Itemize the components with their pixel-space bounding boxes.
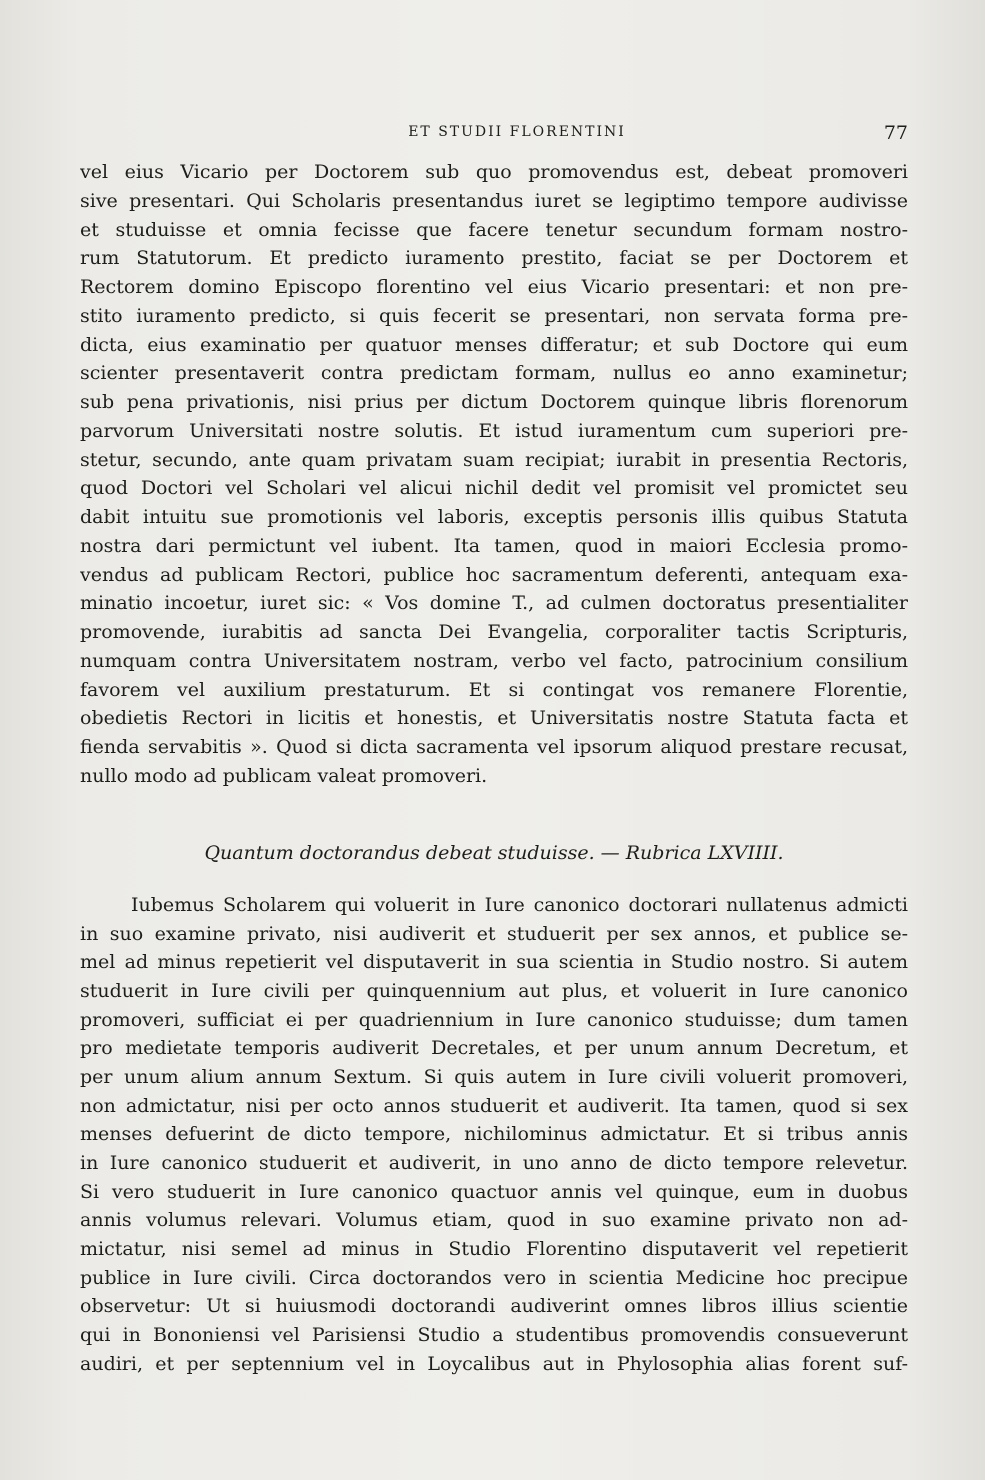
text-line: non admictatur, nisi per octo annos studuerit et audiverit. Ita tamen, quod si sex [80,1095,908,1117]
text-line: audiri, et per septennium vel in Loycalibus aut in Phylosophia alias forent suf- [80,1353,908,1375]
text-line: vendus ad publicam Rectori, publice hoc sacramentum deferenti, antequam exa- [80,564,908,586]
text-line: dicta, eius examinatio per quatuor menses differatur; et sub Doctore qui eum [80,334,908,356]
text-line: et studuisse et omnia fecisse que facere tenetur secundum formam nostro- [80,219,908,241]
text-line: observetur: Ut si huiusmodi doctorandi audiverint omnes libros illius scientie [80,1295,908,1317]
text-line: fienda servabitis ». Quod si dicta sacramenta vel ipsorum aliquod prestare recusat, [80,736,908,758]
text-line: nostra dari permictunt vel iubent. Ita tamen, quod in maiori Ecclesia promo- [80,535,908,557]
text-line: publice in Iure civili. Circa doctorandos vero in scientia Medicine hoc precipue [80,1267,908,1289]
text-line: obedietis Rectori in licitis et honestis, et Universitatis nostre Statuta facta et [80,707,908,729]
text-line: promoveri, sufficiat ei per quadriennium in Iure canonico studuisse; dum tamen [80,1009,908,1031]
text-line: mel ad minus repetierit vel disputaverit in sua scientia in Studio nostro. Si autem [80,951,908,973]
text-line: in suo examine privato, nisi audiverit et studuerit per sex annos, et publice se- [80,923,908,945]
text-line: numquam contra Universitatem nostram, verbo vel facto, patrocinium consilium [80,650,908,672]
text-line: sive presentari. Qui Scholaris presentandus iuret se legiptimo tempore audivisse [80,190,908,212]
text-line: stito iuramento predicto, si quis fecerit se presentari, non servata forma pre- [80,305,908,327]
text-line: promovende, iurabitis ad sancta Dei Evangelia, corporaliter tactis Scripturis, [80,621,908,643]
rubric-heading: Quantum doctorandus debeat studuisse. — Rubrica LXVIIII. [204,842,784,864]
text-line: rum Statutorum. Et predicto iuramento prestito, faciat se per Doctorem et [80,247,908,269]
text-line: annis volumus relevari. Volumus etiam, quod in suo examine privato non ad- [80,1209,908,1231]
text-line: parvorum Universitati nostre solutis. Et istud iuramentum cum superiori pre- [80,420,908,442]
text-line: Si vero studuerit in Iure canonico quactuor annis vel quinque, eum in duobus [80,1181,908,1203]
text-line: per unum alium annum Sextum. Si quis autem in Iure civili voluerit promoveri, [80,1066,908,1088]
text-line: in Iure canonico studuerit et audiverit, in uno anno de dicto tempore relevetur. [80,1152,908,1174]
text-line: vel eius Vicario per Doctorem sub quo promovendus est, debeat promoveri [80,161,908,183]
text-line: minatio incoetur, iuret sic: « Vos domine T., ad culmen doctoratus presentialiter [80,592,908,614]
text-line: Iubemus Scholarem qui voluerit in Iure canonico doctorari nullatenus admicti [131,894,908,916]
text-line: Rectorem domino Episcopo florentino vel eius Vicario presentari: et non pre- [80,276,908,298]
text-line: pro medietate temporis audiverit Decretales, et per unum annum Decretum, et [80,1037,908,1059]
text-line: nullo modo ad publicam valeat promoveri. [80,765,488,787]
running-head [80,122,910,146]
page-number: 77 [883,122,908,144]
text-line: qui in Bononiensi vel Parisiensi Studio a studentibus promovendis consueverunt [80,1324,908,1346]
text-line: favorem vel auxilium prestaturum. Et si contingat vos remanere Florentie, [80,679,908,701]
text-line: scienter presentaverit contra predictam formam, nullus eo anno examinetur; [80,362,908,384]
text-line: quod Doctori vel Scholari vel alicui nichil dedit vel promisit vel promictet seu [80,477,908,499]
text-line: menses defuerint de dicto tempore, nichilominus admictatur. Et si tribus annis [80,1123,908,1145]
text-line: dabit intuitu sue promotionis vel laboris, exceptis personis illis quibus Statuta [80,506,908,528]
text-line: mictatur, nisi semel ad minus in Studio Florentino disputaverit vel repetierit [80,1238,908,1260]
text-line: stetur, secundo, ante quam privatam suam recipiat; iurabit in presentia Rectoris, [80,449,908,471]
running-title: ET STUDII FLORENTINI [408,124,626,140]
text-line: sub pena privationis, nisi prius per dictum Doctorem quinque libris florenorum [80,391,908,413]
text-line: studuerit in Iure civili per quinquennium aut plus, et voluerit in Iure canonico [80,980,908,1002]
